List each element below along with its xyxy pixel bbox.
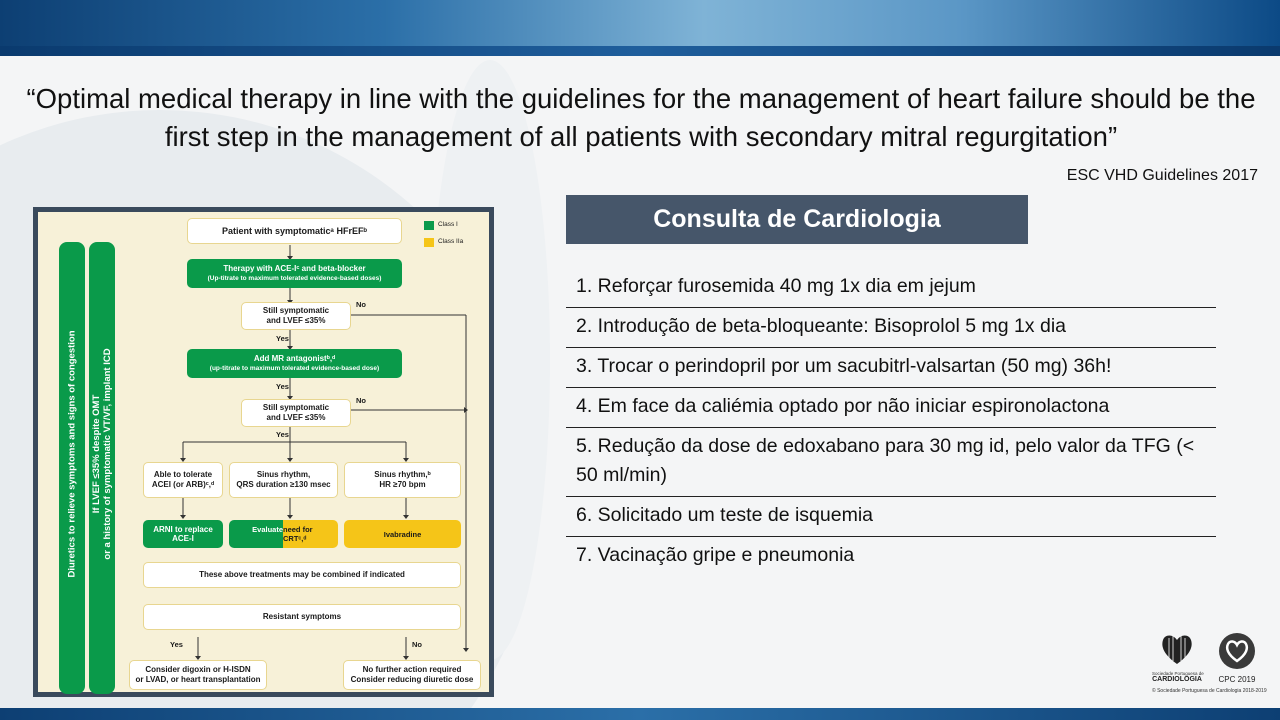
spc-logo-line1: Sociedade Portuguesa de <box>1152 671 1204 676</box>
legend-class2a-label: Class IIa <box>438 238 464 245</box>
yes-label-4: Yes <box>170 640 183 649</box>
nofurther-line2: Consider reducing diuretic dose <box>350 675 474 684</box>
no-further-action-box <box>343 660 481 690</box>
no-label-2: No <box>356 396 366 405</box>
still1-line1: Still symptomatic <box>262 306 330 315</box>
spc-logo-line2: CARDIOLOGIA <box>1152 676 1202 683</box>
acei-line1: Therapy with ACE-Iᶜ and beta-blocker <box>223 264 366 273</box>
resistant-symptoms-box <box>143 604 461 630</box>
sinus-qrs-line1: Sinus rhythm, <box>256 470 311 479</box>
copyright-footer: © Sociedade Portuguesa de Cardiologia 2018-2019 <box>1152 688 1267 694</box>
mra-line1: Add MR antagonistᵇ,ᵈ <box>253 354 336 363</box>
mra-box <box>187 349 402 378</box>
arni-box <box>143 520 223 548</box>
yes-label-1: Yes <box>276 334 289 343</box>
still-symptomatic-box-1 <box>241 302 351 330</box>
legend-class1-label: Class I <box>438 221 458 228</box>
spc-heart-icon <box>1159 632 1195 666</box>
consulta-list <box>566 268 1216 576</box>
still2-line1: Still symptomatic <box>262 403 330 412</box>
crt-green-half <box>229 520 283 548</box>
resistant-text: Resistant symptoms <box>262 612 342 621</box>
yes-label-3: Yes <box>276 430 289 439</box>
consulta-item-3: 3. Trocar o perindopril por um sacubitrl-valsartan (50 mg) 36h! <box>566 348 1216 388</box>
arni-line2: ACE-I <box>172 534 194 543</box>
still2-line2: and LVEF ≤35% <box>266 413 326 422</box>
sinus-qrs-box <box>229 462 338 498</box>
digoxin-box <box>129 660 267 690</box>
top-banner <box>0 0 1280 56</box>
consulta-item-6: 6. Solicitado um teste de isquemia <box>566 497 1216 537</box>
consulta-item-4: 4. Em face da caliémia optado por não iniciar espironolactona <box>566 388 1216 428</box>
combined-treatments-box <box>143 562 461 588</box>
diuretics-bar-label: Diuretics to relieve symptoms and signs of congestion <box>66 330 78 578</box>
icd-bar-line1: If LVEF ≤35% despite OMT <box>91 394 102 514</box>
start-box-text: Patient with symptomaticᵃ HFrEFᵇ <box>222 226 367 236</box>
consulta-item-5: 5. Redução da dose de edoxabano para 30 mg id, pelo valor da TFG (< 50 ml/min) <box>566 428 1216 497</box>
crt-box <box>229 520 338 548</box>
still1-line2: and LVEF ≤35% <box>266 316 326 325</box>
sinus-hr-box <box>344 462 461 498</box>
banner-stripe <box>0 46 1280 56</box>
yes-label-2: Yes <box>276 382 289 391</box>
arni-line1: ARNI to replace <box>153 524 213 534</box>
quote-source: ESC VHD Guidelines 2017 <box>1066 167 1258 184</box>
sinus-qrs-line2: QRS duration ≥130 msec <box>236 480 331 489</box>
bottom-banner <box>0 708 1280 720</box>
able-line1: Able to tolerate <box>153 470 213 479</box>
consulta-item-2: 2. Introdução de beta-bloqueante: Bisoprolol 5 mg 1x dia <box>566 308 1216 348</box>
no-label-3: No <box>412 640 422 649</box>
cpc-logo <box>1212 632 1262 688</box>
cpc-heart-icon <box>1218 632 1256 670</box>
digoxin-line1: Consider digoxin or H-ISDN <box>145 665 251 674</box>
icd-bar-line2: or a history of symptomatic VT/VF, implant ICD <box>102 348 113 560</box>
sinus-hr-line2: HR ≥70 bpm <box>379 480 426 489</box>
digoxin-line2: or LVAD, or heart transplantation <box>135 675 261 684</box>
legend-class1-swatch <box>424 221 434 230</box>
hf-treatment-flowchart <box>33 207 494 697</box>
start-box <box>187 218 402 244</box>
still-symptomatic-box-2 <box>241 399 351 427</box>
able-line2: ACEI (or ARB)ᶜ,ᵈ <box>151 480 215 489</box>
mra-line2: (up-titrate to maximum tolerated evidence-based dose) <box>209 364 380 372</box>
acei-beta-blocker-box <box>187 259 402 288</box>
nofurther-line1: No further action required <box>362 665 462 674</box>
ivabradine-text: Ivabradine <box>383 529 422 539</box>
crt-right-text: need for <box>283 525 313 534</box>
icd-bar-label <box>91 348 113 559</box>
legend-class2a-swatch <box>424 238 434 247</box>
crt-left-text: Evaluate <box>252 525 283 534</box>
crt-bottom-text: CRTᶜ,ᵈ <box>283 534 307 543</box>
combined-text: These above treatments may be combined if indicated <box>199 570 405 579</box>
crt-yellow-half <box>283 520 338 548</box>
spc-logo <box>1152 632 1202 688</box>
guideline-quote: “Optimal medical therapy in line with the guidelines for the management of heart failure should be the first step in the management of all patients with secondary mitral regurgitation” <box>26 83 1256 152</box>
sinus-hr-line1: Sinus rhythm,ᵇ <box>374 470 431 479</box>
able-to-tolerate-box <box>143 462 223 498</box>
cpc-logo-text: CPC 2019 <box>1218 675 1256 684</box>
consulta-title: Consulta de Cardiologia <box>566 195 1028 244</box>
acei-line2: (Up-titrate to maximum tolerated evidence-based doses) <box>207 274 382 282</box>
consulta-item-1: 1. Reforçar furosemida 40 mg 1x dia em jejum <box>566 268 1216 308</box>
ivabradine-box <box>344 520 461 548</box>
consulta-item-7: 7. Vacinação gripe e pneumonia <box>576 544 855 566</box>
no-label-1: No <box>356 300 366 309</box>
